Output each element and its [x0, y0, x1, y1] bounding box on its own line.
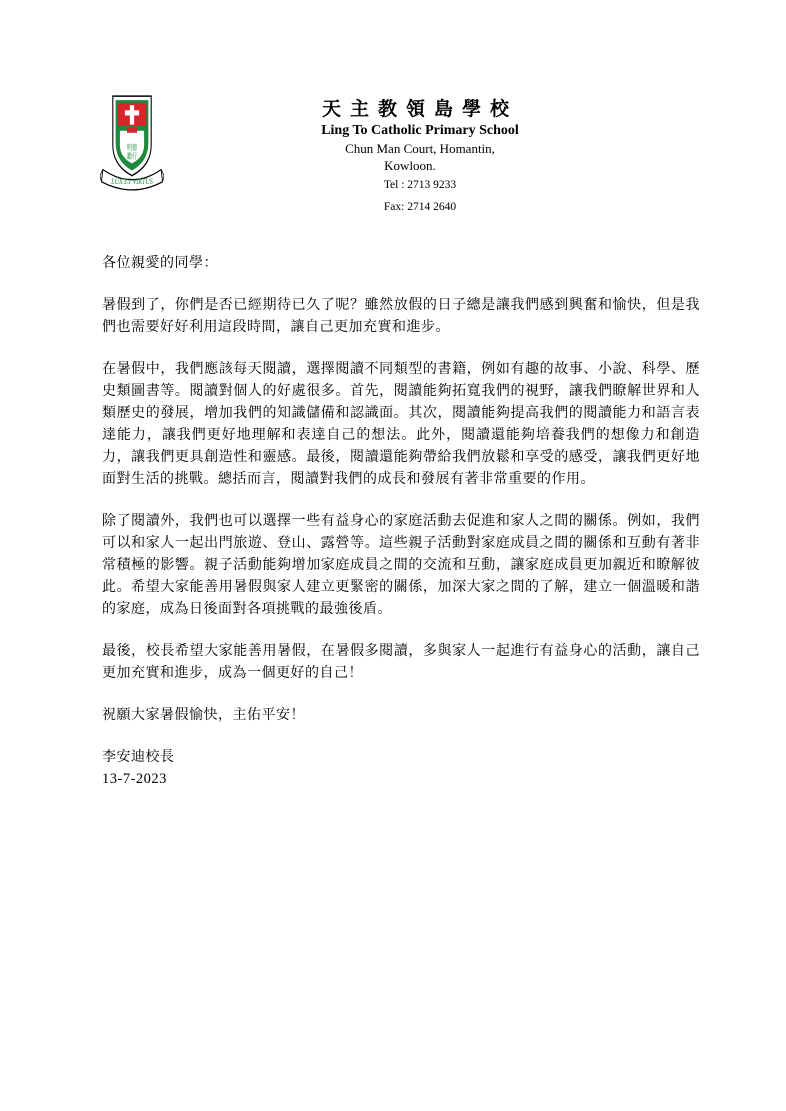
closing-wish: 祝願大家暑假愉快，主佑平安！ [102, 707, 305, 723]
svg-text:LUX ET VIRTUS: LUX ET VIRTUS [111, 175, 153, 187]
salutation: 各位親愛的同學： [102, 255, 218, 271]
paragraph-intro: 暑假到了，你們是否已經期待已久了呢？雖然放假的日子總是讓我們感到興奮和愉快，但是我們也需要好好利用這段時間，讓自己更加充實和進步。 [102, 297, 700, 335]
crest-motto-text [100, 92, 164, 194]
telephone: Tel : 2713 9233 [383, 179, 457, 191]
address-line-2: Kowloon. [384, 158, 436, 173]
letter-date: 13-7-2023 [102, 771, 167, 787]
school-name-chinese: 天主教領島學校 [321, 98, 518, 120]
paragraph-reading: 在暑假中，我們應該每天閱讀，選擇閱讀不同類型的書籍，例如有趣的故事、小說、科學、歷史類圖書等。閱讀對個人的好處很多。首先，閱讀能夠拓寬我們的視野，讓我們瞭解世界和人類歷史的發展，增加我們的知識儲備和認識面。其次，閱讀能夠提高我們的閱讀能力和語言表達能力，讓我們更好地理解和表達自己的想法。此外，閱讀還能夠培養我們的想像力和創造力，讓我們更具創造性和靈感。最後，閱讀還能夠帶給我們放鬆和享受的感受，讓我們更好地面對生活的挑戰。總括而言，閱讀對我們的成長和發展有著非常重要的作用。 [102, 361, 700, 487]
address-line-1: Chun Man Court, Homantin, [345, 141, 495, 156]
school-name-english: Ling To Catholic Primary School [321, 123, 519, 138]
letterhead [100, 92, 700, 212]
svg-text:明德: 明德 [127, 144, 137, 153]
svg-text:勵行: 勵行 [127, 152, 137, 161]
school-info [260, 96, 580, 216]
fax: Fax: 2714 2640 [383, 201, 457, 213]
signature: 李安迪校長 [102, 749, 175, 765]
letter-body [102, 252, 700, 790]
paragraph-conclusion: 最後，校長希望大家能善用暑假，在暑假多閱讀，多與家人一起進行有益身心的活動，讓自己更加充實和進步，成為一個更好的自己！ [102, 643, 700, 681]
paragraph-family: 除了閱讀外，我們也可以選擇一些有益身心的家庭活動去促進和家人之間的關係。例如，我們可以和家人一起出門旅遊、登山、露營等。這些親子活動對家庭成員之間的關係和互動有著非常積極的影響。親子活動能夠增加家庭成員之間的交流和互動，讓家庭成員更加親近和瞭解彼此。希望大家能善用暑假與家人建立更緊密的關係，加深大家之間的了解，建立一個溫暖和諧的家庭，成為日後面對各項挑戰的最強後盾。 [102, 513, 700, 617]
